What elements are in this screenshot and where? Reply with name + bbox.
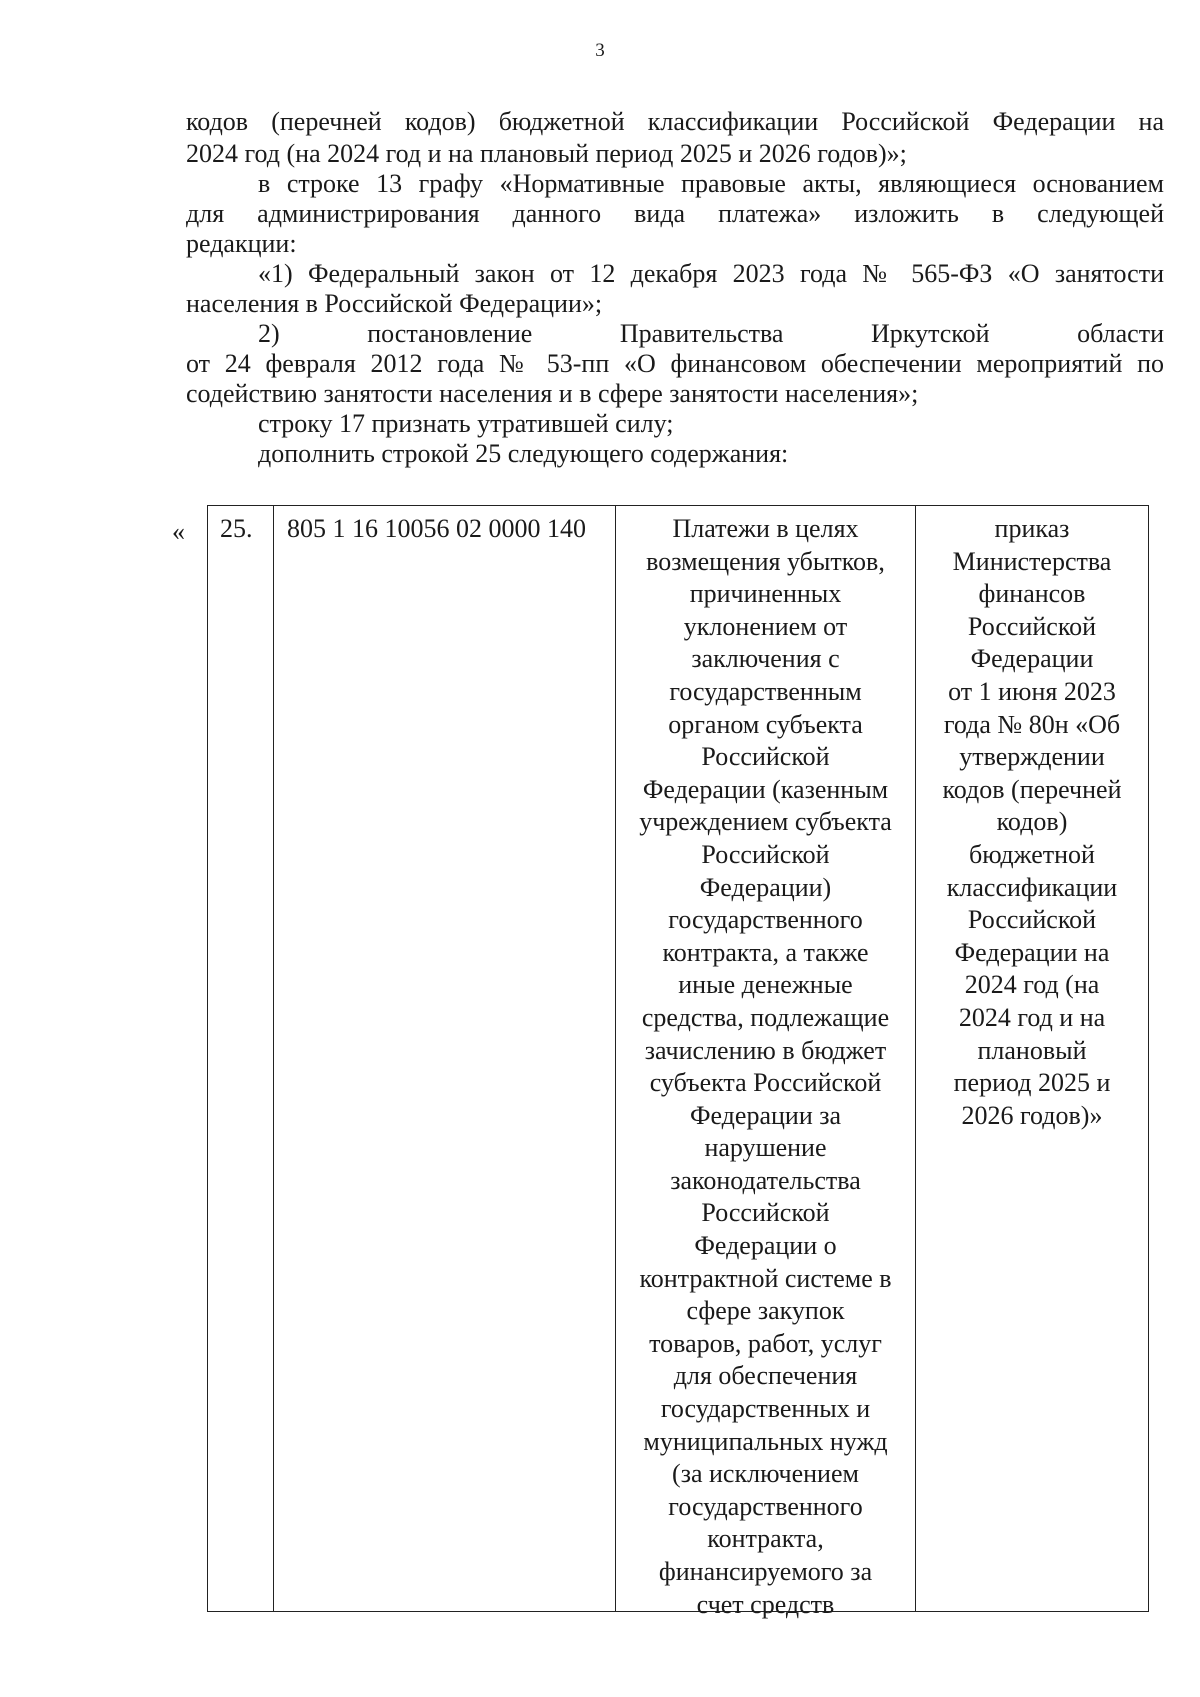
- paragraph-line: 2) постановление Правительства Иркутской области: [258, 319, 1164, 348]
- paragraph-line: для администрирования данного вида платежа» изложить в следующей: [186, 199, 1164, 228]
- table-cell-payment-name: Платежи в целях возмещения убытков, причиненных уклонением от заключения с государственным органом субъекта Российской Федерации (казенным учреждением субъекта Российской Федерации) государственного контракта, а также иные денежные средства, подлежащие зачислению в бюджет субъекта Российской Федерации за нарушение законодательства Российской Федерации о контрактной системе в сфере закупок товаров, работ, услуг для обеспечения государственных и муниципальных нужд (за исключением государственного контракта, финансируемого за счет средств: [616, 506, 916, 1611]
- paragraph-line: «1) Федеральный закон от 12 декабря 2023 года № 565-ФЗ «О занятости: [258, 259, 1164, 288]
- page-number: 3: [595, 40, 605, 61]
- table-cell-legal-act: приказ Министерства финансов Российской Федерации от 1 июня 2023 года № 80н «Об утверждении кодов (перечней кодов) бюджетной классификации Российской Федерации на 2024 год (на 2024 год и на плановый период 2025 и 2026 годов)»: [942, 514, 1122, 1130]
- paragraph-line: в строке 13 графу «Нормативные правовые акты, являющиеся основанием: [258, 169, 1164, 198]
- paragraph-line: строку 17 признать утратившей силу;: [258, 409, 674, 438]
- paragraph-line: кодов (перечней кодов) бюджетной классификации Российской Федерации на: [186, 107, 1164, 136]
- paragraph-line: от 24 февраля 2012 года № 53-пп «О финансовом обеспечении мероприятий по: [186, 349, 1164, 378]
- table-cell-code: 805 1 16 10056 02 0000 140: [274, 506, 616, 1611]
- budget-code-table: [207, 505, 1149, 1619]
- paragraph-line: содействию занятости населения и в сфере занятости населения»;: [186, 379, 919, 408]
- paragraph-line: редакции:: [186, 229, 297, 258]
- paragraph-line: 2024 год (на 2024 год и на плановый период 2025 и 2026 годов)»;: [186, 139, 907, 168]
- table-cell-number: 25.: [208, 506, 274, 1611]
- paragraph-line: дополнить строкой 25 следующего содержания:: [258, 439, 789, 468]
- open-quote: «: [172, 517, 185, 546]
- paragraph-line: населения в Российской Федерации»;: [186, 289, 603, 318]
